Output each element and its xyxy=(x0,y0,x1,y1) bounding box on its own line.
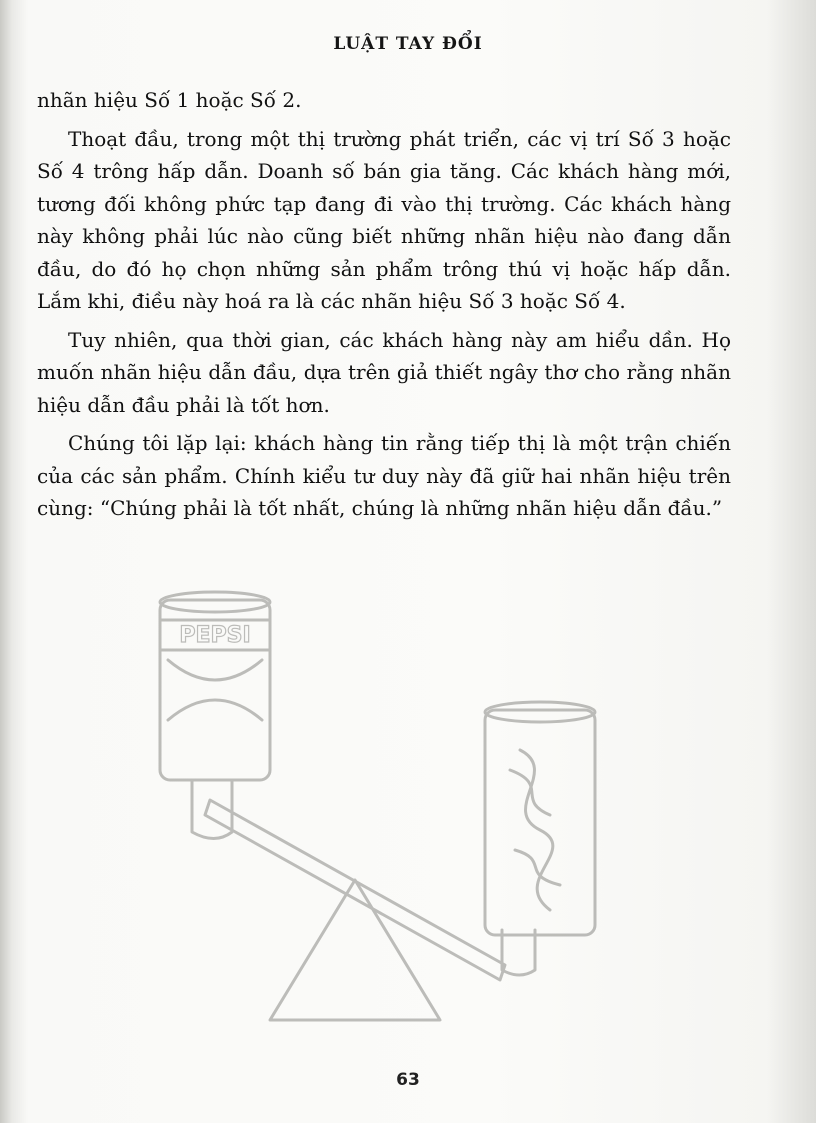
seesaw-beam xyxy=(205,800,505,980)
paragraph-2: Thoạt đầu, trong một thị trường phát triển, các vị trí Số 3 hoặc Số 4 trông hấp dẫn. Doanh số bán gia tăng. Các khách hàng mới, tương đối không phức tạp đang đi vào thị trường. Các khách hàng này không phải lúc nào cũng biết những nhãn hiệu nào đang dẫn đầu, do đó họ chọn những sản phẩm trông thú vị hoặc hấp dẫn. Lắm khi, điều này hoá ra là các nhãn hiệu Số 3 hoặc Số 4. xyxy=(37,126,731,313)
paragraph-1: nhãn hiệu Số 1 hoặc Số 2. xyxy=(37,88,302,112)
paragraph-3: Tuy nhiên, qua thời gian, các khách hàng này am hiểu dần. Họ muốn nhãn hiệu dẫn đầu, dựa trên giả thiết ngây thơ cho rằng nhãn hiệu dẫn đầu phải là tốt hơn. xyxy=(37,327,731,417)
running-head: LUẬT TAY ĐỔI xyxy=(333,34,483,54)
seesaw-cans-illustration xyxy=(120,570,720,1060)
body-text xyxy=(37,84,731,531)
left-can-label: PEPSI xyxy=(179,623,251,648)
fulcrum xyxy=(270,880,440,1020)
page-number: 63 xyxy=(396,1070,420,1090)
paragraph-4: Chúng tôi lặp lại: khách hàng tin rằng tiếp thị là một trận chiến của các sản phẩm. Chính kiểu tư duy này đã giữ hai nhãn hiệu trên cùng: “Chúng phải là tốt nhất, chúng là những nhãn hiệu dẫn đầu.” xyxy=(37,431,731,520)
